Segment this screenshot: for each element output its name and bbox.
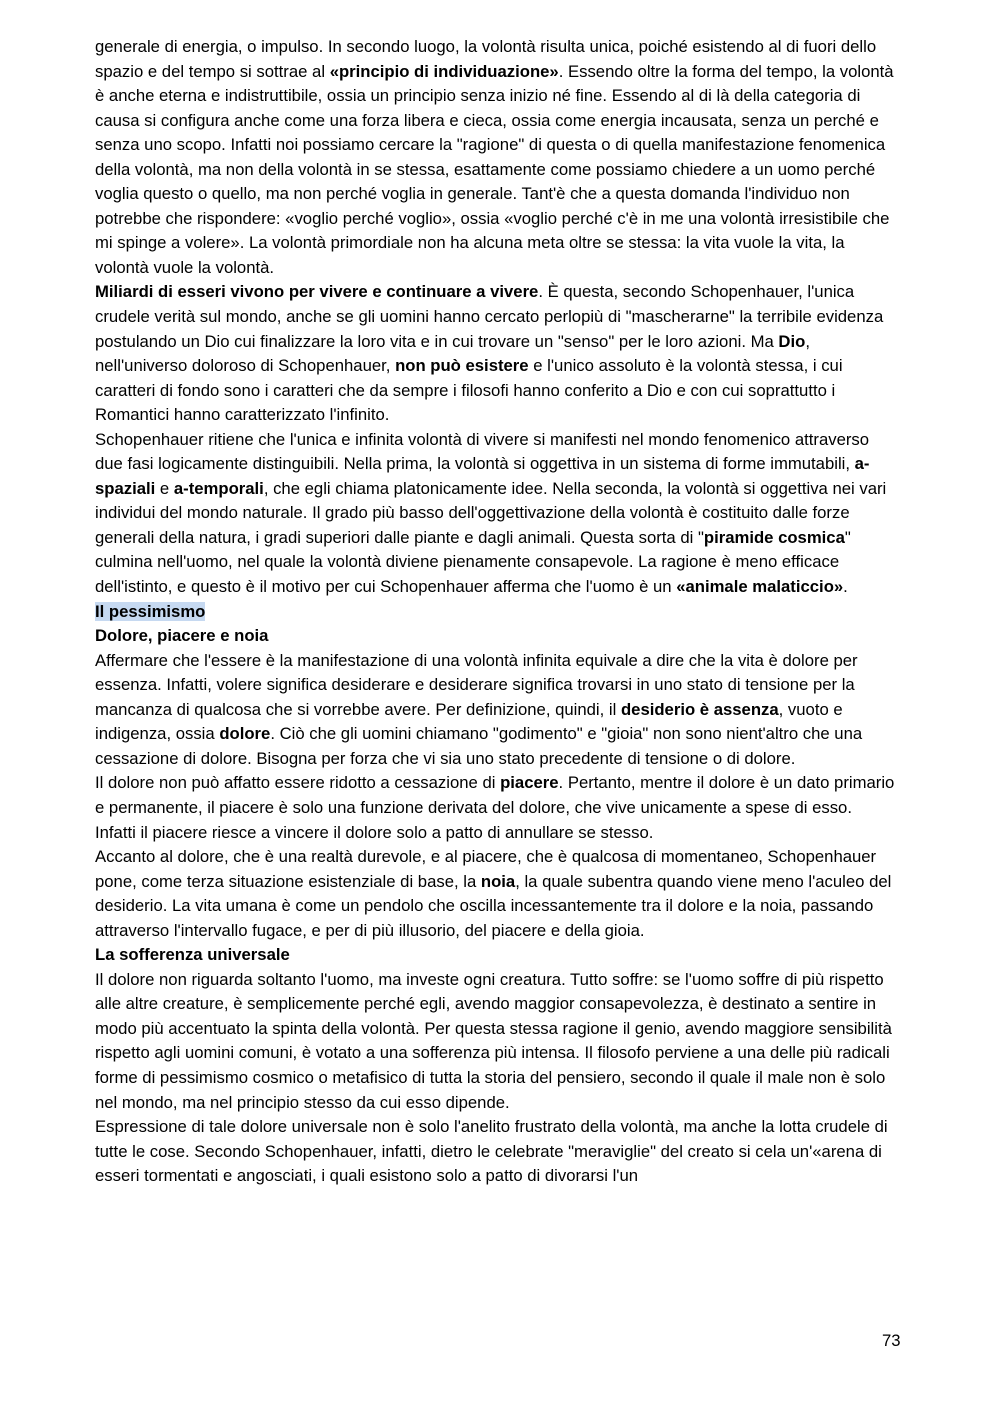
text-run: Il dolore non può affatto essere ridotto a cessazione di — [95, 773, 501, 793]
bold-text: non può esistere — [395, 356, 529, 376]
paragraph — [95, 35, 895, 280]
bold-text: dolore — [219, 724, 271, 744]
text-run: , la quale subentra quando viene meno l'aculeo del desiderio. La vita umana è come un pendolo che oscilla incessantemente tra il dolore e la noia, passando attraverso l'intervallo fugace, e per di più illusorio, del piacere e della gioia. — [95, 871, 892, 940]
paragraph — [95, 649, 895, 772]
bold-text: desiderio è assenza — [620, 699, 779, 719]
text-run: Dolore, piacere e noia — [95, 626, 269, 646]
text-run: Espressione di tale dolore universale non è solo l'anelito frustrato della volontà, ma anche la lotta crudele di tutte le cose. Secondo Schopenhauer, infatti, dietro le celebrate "meraviglie" del creato si cela un'«arena di esseri tormentati e angosciati, i quali esistono solo a patto di divorarsi l'un — [95, 1117, 888, 1186]
paragraph — [95, 280, 895, 427]
text-run: " culmina nell'uomo, nel quale la volontà diviene pienamente consapevole. La ragione è meno efficace dell'istinto, e questo è il motivo per cui Schopenhauer afferma che l'uomo è un — [95, 527, 851, 597]
document-body — [95, 35, 895, 1189]
text-run: Il pessimismo — [95, 601, 206, 621]
text-run: generale di energia, o impulso. In secondo luogo, la volontà risulta unica, poiché esistendo al di fuori dello spazio e del tempo si sottrae al — [95, 37, 877, 81]
paragraph — [95, 428, 895, 600]
bold-text: «principio di individuazione» — [329, 61, 559, 81]
text-run: La sofferenza universale — [95, 945, 290, 965]
text-run: . Ciò che gli uomini chiamano "godimento" e "gioia" non sono nient'altro che una cessazione di dolore. Bisogna per forza che vi sia uno stato precedente di tensione o di dolore. — [95, 724, 863, 768]
text-run: Accanto al dolore, che è una realtà durevole, e al piacere, che è qualcosa di momentaneo, Schopenhauer pone, come terza situazione esistenziale di base, la — [95, 847, 877, 891]
bold-text: piramide cosmica — [703, 527, 845, 547]
paragraph — [95, 845, 895, 943]
section-heading — [95, 600, 895, 625]
text-run: , vuoto e indigenza, ossia — [95, 699, 843, 744]
page-number: 73 — [882, 1331, 901, 1350]
bold-text: Miliardi di esseri vivono per vivere e continuare a vivere — [95, 282, 539, 302]
section-heading — [95, 943, 895, 968]
text-run: , che egli chiama platonicamente idee. Nella seconda, la volontà si oggettiva nei vari individui del mondo naturale. Il grado più basso dell'oggettivazione della volontà è costituito dalle forze generali della natura, i gradi superiori dalle piante e dagli animali. Questa sorta di " — [95, 478, 887, 547]
text-run: Affermare che l'essere è la manifestazione di una volontà infinita equivale a dire che la vita è dolore per essenza. Infatti, volere significa desiderare e desiderare significa trovarsi in uno stato di tensione per la mancanza di qualcosa che si vorrebbe avere. Per definizione, quindi, il — [95, 650, 858, 719]
bold-text: «animale malaticcio» — [676, 577, 844, 597]
bold-text: Dio — [778, 331, 806, 351]
text-run: . — [843, 577, 848, 597]
text-run: . Pertanto, mentre il dolore è un dato primario e permanente, il piacere è solo una funzione derivata del dolore, che vive unicamente a spese di esso. Infatti il piacere riesce a vincere il dolore solo a patto di annullare se stesso. — [95, 773, 895, 842]
bold-text: a-spaziali — [95, 454, 870, 498]
paragraph — [95, 771, 895, 845]
text-run: e — [155, 478, 174, 498]
section-heading — [95, 624, 895, 649]
text-run: . È questa, secondo Schopenhauer, l'unica crudele verità sul mondo, anche se gli uomini hanno cercato perlopiù di "mascherarne" la terribile evidenza postulando un Dio cui finalizzare la loro vita e in cui trovare un "senso" per le loro azioni. Ma — [95, 282, 884, 351]
bold-text: piacere — [500, 773, 559, 793]
bold-text: noia — [480, 871, 516, 891]
paragraph — [95, 1115, 895, 1189]
text-run: Schopenhauer ritiene che l'unica e infinita volontà di vivere si manifesti nel mondo fenomenico attraverso due fasi logicamente distinguibili. Nella prima, la volontà si oggettiva in un sistema di forme immutabili, — [95, 429, 870, 474]
text-run: . Essendo oltre la forma del tempo, la volontà è anche eterna e indistruttibile, ossia un principio senza inizio né fine. Essendo al di là della categoria di causa si configura anche come una forza libera e cieca, ossia come energia incausata, senza un perché e senza uno scopo. Infatti noi possiamo cercare la "ragione" di questa o di quella manifestazione fenomenica della volontà, ma non della volontà in se stessa, esattamente come possiamo chiedere a un uomo perché voglia questo o quello, ma non perché voglia in generale. Tant'è che a questa domanda l'individuo non potrebbe che rispondere: «voglio perché voglio», ossia «voglio perché c'è in me una volontà irresistibile che mi spinge a volere». La volontà primordiale non ha alcuna meta oltre se stessa: la vita vuole la vita, la volontà vuole la volontà. — [95, 61, 894, 277]
paragraph — [95, 968, 895, 1115]
bold-text: a-temporali — [173, 478, 264, 498]
text-run: e l'unico assoluto è la volontà stessa, i cui caratteri di fondo sono i caratteri che da sempre i filosofi hanno conferito a Dio e con cui soprattutto i Romantici hanno caratterizzato l'infinito. — [95, 356, 843, 425]
text-run: , nell'universo doloroso di Schopenhauer, — [95, 331, 810, 376]
text-run: Il dolore non riguarda soltanto l'uomo, ma investe ogni creatura. Tutto soffre: se l'uomo soffre di più rispetto alle altre creature, è semplicemente perché egli, avendo maggior consapevolezza, è destinato a sentire in modo più accentuato la spinta della volontà. Per questa stessa ragione il genio, avendo maggiore sensibilità rispetto agli uomini comuni, è votato a una sofferenza più intensa. Il filosofo perviene a una delle più radicali forme di pessimismo cosmico o metafisico di tutta la storia del pensiero, secondo il quale il male non è solo nel mondo, ma nel principio stesso da cui esso dipende. — [95, 969, 892, 1112]
